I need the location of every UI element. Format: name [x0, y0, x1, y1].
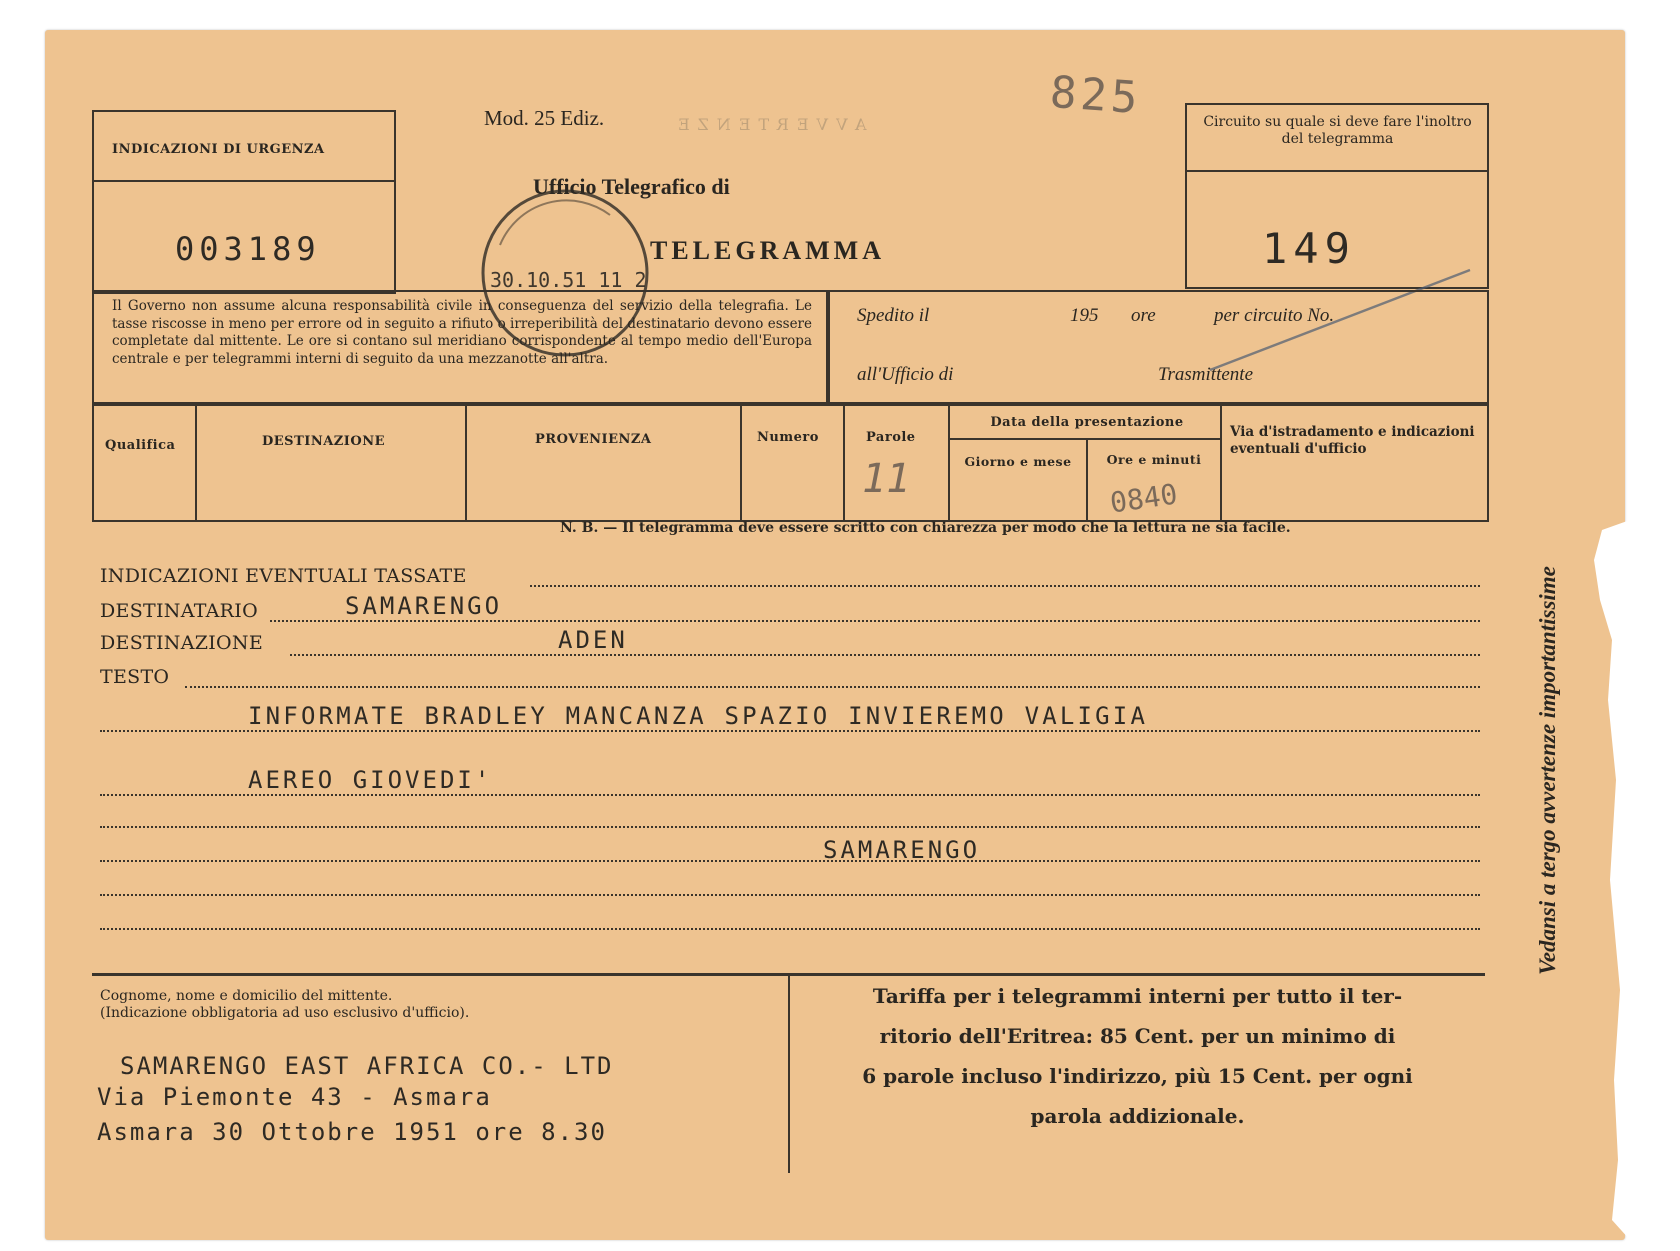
tariff-line-1: Tariffa per i telegrammi interni per tutto il ter-	[872, 984, 1403, 1008]
torn-edge	[1590, 520, 1630, 1240]
disclaimer-text: Il Governo non assume alcuna responsabilità civile in conseguenza del servizio della telegrafia. Le tasse riscosse in meno per errore od in seguito a rifiuto o irreperibilità del destinatario devono essere completate dal mittente. Le ore si contano sul meridiano corrispondente al tempo medio dell'Europa centrale e per telegrammi interni di seguito da una mezzanotte all'altra.	[112, 298, 812, 367]
urgency-title: INDICAZIONI DI URGENZA	[112, 142, 325, 157]
destinatario-value: SAMARENGO	[345, 592, 503, 620]
col-ore-minuti: Ore e minuti	[1106, 452, 1202, 467]
sender-label-1: Cognome, nome e domicilio del mittente.	[100, 988, 393, 1004]
parole-value: 11	[862, 456, 911, 502]
ufficio-label: all'Ufficio di	[857, 364, 954, 385]
sender-label-2: (Indicazione obbligatoria ad uso esclusivo d'ufficio).	[100, 1005, 470, 1021]
destinazione-value: ADEN	[558, 626, 628, 654]
col-qualifica: Qualifica	[105, 438, 176, 453]
sender-line-2: Via Piemonte 43 - Asmara	[97, 1083, 492, 1111]
svg-text:30.10.51 11 2: 30.10.51 11 2	[490, 268, 647, 292]
sender-line-3: Asmara 30 Ottobre 1951 ore 8.30	[97, 1118, 607, 1146]
indicazioni-label: INDICAZIONI EVENTUALI TASSATE	[100, 565, 467, 587]
circuit-value: 149	[1262, 224, 1356, 273]
nb-note: N. B. — Il telegramma deve essere scritto con chiarezza per modo che la lettura ne sia facile.	[560, 520, 1291, 536]
circuit-title: Circuito su quale si deve fare l'inoltro del telegramma	[1203, 114, 1472, 147]
tariff-line-3: 6 parole incluso l'indirizzo, più 15 Cent. per ogni	[862, 1064, 1413, 1088]
testo-label: TESTO	[100, 666, 170, 688]
col-parole: Parole	[866, 430, 916, 445]
document-title: TELEGRAMMA	[650, 236, 885, 265]
ore-label: ore	[1131, 305, 1156, 326]
col-via: Via d'istradamento e indicazioni eventuali d'ufficio	[1230, 424, 1475, 457]
message-line-1: INFORMATE BRADLEY MANCANZA SPAZIO INVIEREMO VALIGIA	[248, 702, 1149, 730]
destinatario-label: DESTINATARIO	[100, 600, 258, 622]
circuito-label: per circuito No.	[1214, 305, 1335, 326]
columns-box	[92, 402, 1489, 522]
sender-line-1: SAMARENGO EAST AFRICA CO.- LTD	[120, 1052, 614, 1080]
col-data: Data della presentazione	[990, 415, 1184, 430]
handwritten-number: 825	[1048, 66, 1144, 125]
spedito-label: Spedito il	[857, 305, 930, 326]
office-title: Ufficio Telegrafico di	[533, 174, 730, 199]
signature-value: SAMARENGO	[823, 836, 981, 864]
col-giorno: Giorno e mese	[964, 454, 1072, 469]
destinazione-label: DESTINAZIONE	[100, 632, 264, 654]
serial-number: 003189	[175, 230, 321, 268]
tariff-line-4: parola addizionale.	[1030, 1104, 1245, 1128]
col-provenienza: PROVENIENZA	[535, 432, 652, 447]
col-numero: Numero	[757, 430, 819, 445]
message-line-2: AEREO GIOVEDI'	[248, 766, 493, 794]
side-note: Vedansi a tergo avvertenze importantissime	[1535, 566, 1560, 975]
trasmittente-label: Trasmittente	[1158, 364, 1254, 385]
col-destinazione: DESTINAZIONE	[262, 434, 385, 449]
ore-value: 0840	[1108, 477, 1180, 520]
tariff-line-2: ritorio dell'Eritrea: 85 Cent. per un minimo di	[879, 1024, 1396, 1048]
form-id: Mod. 25 Ediz.	[484, 106, 605, 130]
avvertenze-heading: AVVERTENZE	[670, 115, 867, 134]
year-label: 195	[1070, 305, 1099, 326]
